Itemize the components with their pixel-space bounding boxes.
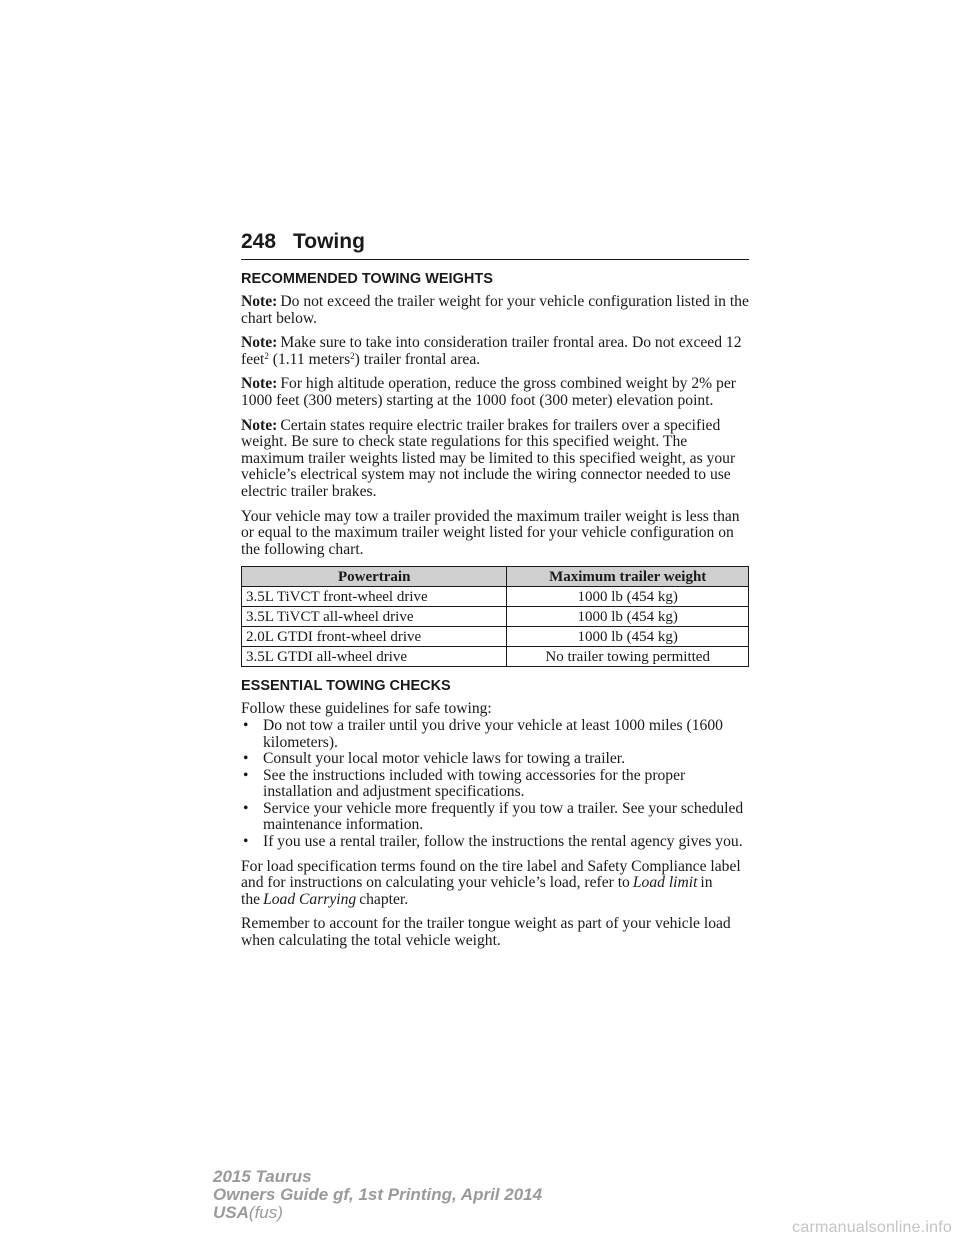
load-specification-paragraph <box>241 859 749 909</box>
note-label: Note: <box>241 416 278 434</box>
chapter-title: Towing <box>293 230 365 253</box>
note-high-altitude <box>241 376 749 409</box>
bullet-icon: • <box>243 766 249 784</box>
list-item-text: If you use a rental trailer, follow the instructions the rental agency gives you. <box>263 833 743 851</box>
tongue-weight-paragraph: Remember to account for the trailer tongue weight as part of your vehicle load when calculating the total vehicle weight. <box>241 915 731 950</box>
load-carrying-reference: Load Carrying <box>263 890 357 908</box>
list-item <box>241 768 749 801</box>
page-number: 248 <box>241 230 277 253</box>
note-text: (1.11 meters <box>268 350 351 368</box>
list-item-text: Do not tow a trailer until you drive your vehicle at least 1000 miles (1600 kilometers). <box>263 716 723 751</box>
footer-printing: Owners Guide gf, 1st Printing, April 2014 <box>213 1185 543 1204</box>
list-item-text: See the instructions included with towing accessories for the proper installation and adjustment specifications. <box>263 766 686 801</box>
guidelines-intro: Follow these guidelines for safe towing: <box>241 700 492 718</box>
weight-cell: 1000 lb (454 kg) <box>507 587 749 607</box>
paragraph-text: chapter. <box>359 890 409 908</box>
note-trailer-weight <box>241 294 749 327</box>
powertrain-cell: 3.5L TiVCT front-wheel drive <box>242 587 507 607</box>
table-row <box>242 587 749 607</box>
page-footer <box>213 1168 542 1222</box>
list-item-text: Service your vehicle more frequently if you tow a trailer. See your scheduled maintenance information. <box>263 799 744 834</box>
bullet-icon: • <box>243 750 249 768</box>
towing-intro-paragraph: Your vehicle may tow a trailer provided the maximum trailer weight is less than or equal to the maximum trailer weight listed for your vehicle configuration on the following chart. <box>241 507 740 558</box>
note-text: For high altitude operation, reduce the gross combined weight by 2% per 1000 feet (300 meters) starting at the 1000 foot (300 meter) elevation point. <box>241 375 736 409</box>
powertrain-cell: 3.5L TiVCT all-wheel drive <box>242 607 507 627</box>
note-frontal-area <box>241 335 749 368</box>
section-heading-recommended-weights: RECOMMENDED TOWING WEIGHTS <box>241 271 493 287</box>
list-item-text: Consult your local motor vehicle laws for towing a trailer. <box>263 750 626 768</box>
page-header <box>241 228 749 260</box>
section-heading-essential-checks: ESSENTIAL TOWING CHECKS <box>241 678 451 695</box>
column-header-powertrain: Powertrain <box>242 567 507 587</box>
paragraph-text: For load specification terms found on the tire label and Safety Compliance label and for instructions on calculating your vehicle’s load, refer to <box>241 857 741 892</box>
footer-market-main: USA <box>213 1203 249 1222</box>
note-text: Do not exceed the trailer weight for your vehicle configuration listed in the chart below. <box>241 293 749 327</box>
manual-page <box>241 228 749 958</box>
note-label: Note: <box>241 375 278 393</box>
note-label: Note: <box>241 334 278 352</box>
towing-weights-table <box>241 566 749 667</box>
note-text: Certain states require electric trailer brakes for trailers over a specified weight. Be sure to check state regulations for this specified weight. The maximum trailer weights listed may be limited to this specified weight, as your vehicle’s electrical system may not include the wiring connector needed to use electric trailer brakes. <box>241 416 736 500</box>
bullet-icon: • <box>243 799 249 817</box>
table-row <box>242 607 749 627</box>
note-text: ) trailer frontal area. <box>354 350 481 368</box>
superscript: 2 <box>264 350 269 361</box>
towing-checks-list <box>241 718 749 851</box>
header-rule <box>241 259 749 260</box>
list-item <box>241 718 749 751</box>
note-electric-brakes <box>241 418 749 501</box>
powertrain-cell: 2.0L GTDI front-wheel drive <box>242 627 507 647</box>
note-label: Note: <box>241 293 278 310</box>
note-text: Make sure to take into consideration trailer frontal area. Do not exceed 12 feet <box>241 334 742 368</box>
weight-cell: 1000 lb (454 kg) <box>507 627 749 647</box>
footer-market-code: (fus) <box>248 1203 283 1222</box>
watermark: carmanualsonline.info <box>792 1219 952 1236</box>
table-row <box>242 627 749 647</box>
bullet-icon: • <box>243 833 249 851</box>
column-header-max-weight: Maximum trailer weight <box>507 567 749 587</box>
load-limit-reference: Load limit <box>632 874 698 892</box>
weight-cell: 1000 lb (454 kg) <box>507 607 749 627</box>
footer-model: 2015 Taurus <box>213 1167 312 1186</box>
powertrain-cell: 3.5L GTDI all-wheel drive <box>242 647 507 667</box>
list-item <box>241 801 749 834</box>
bullet-icon: • <box>243 716 249 734</box>
list-item <box>241 834 749 851</box>
table-header-row <box>242 567 749 587</box>
list-item <box>241 751 749 768</box>
weight-cell: No trailer towing permitted <box>507 647 749 667</box>
paragraph-text: in the <box>241 874 713 908</box>
superscript: 2 <box>350 350 355 361</box>
footer-market <box>213 1204 542 1222</box>
table-row <box>242 647 749 667</box>
